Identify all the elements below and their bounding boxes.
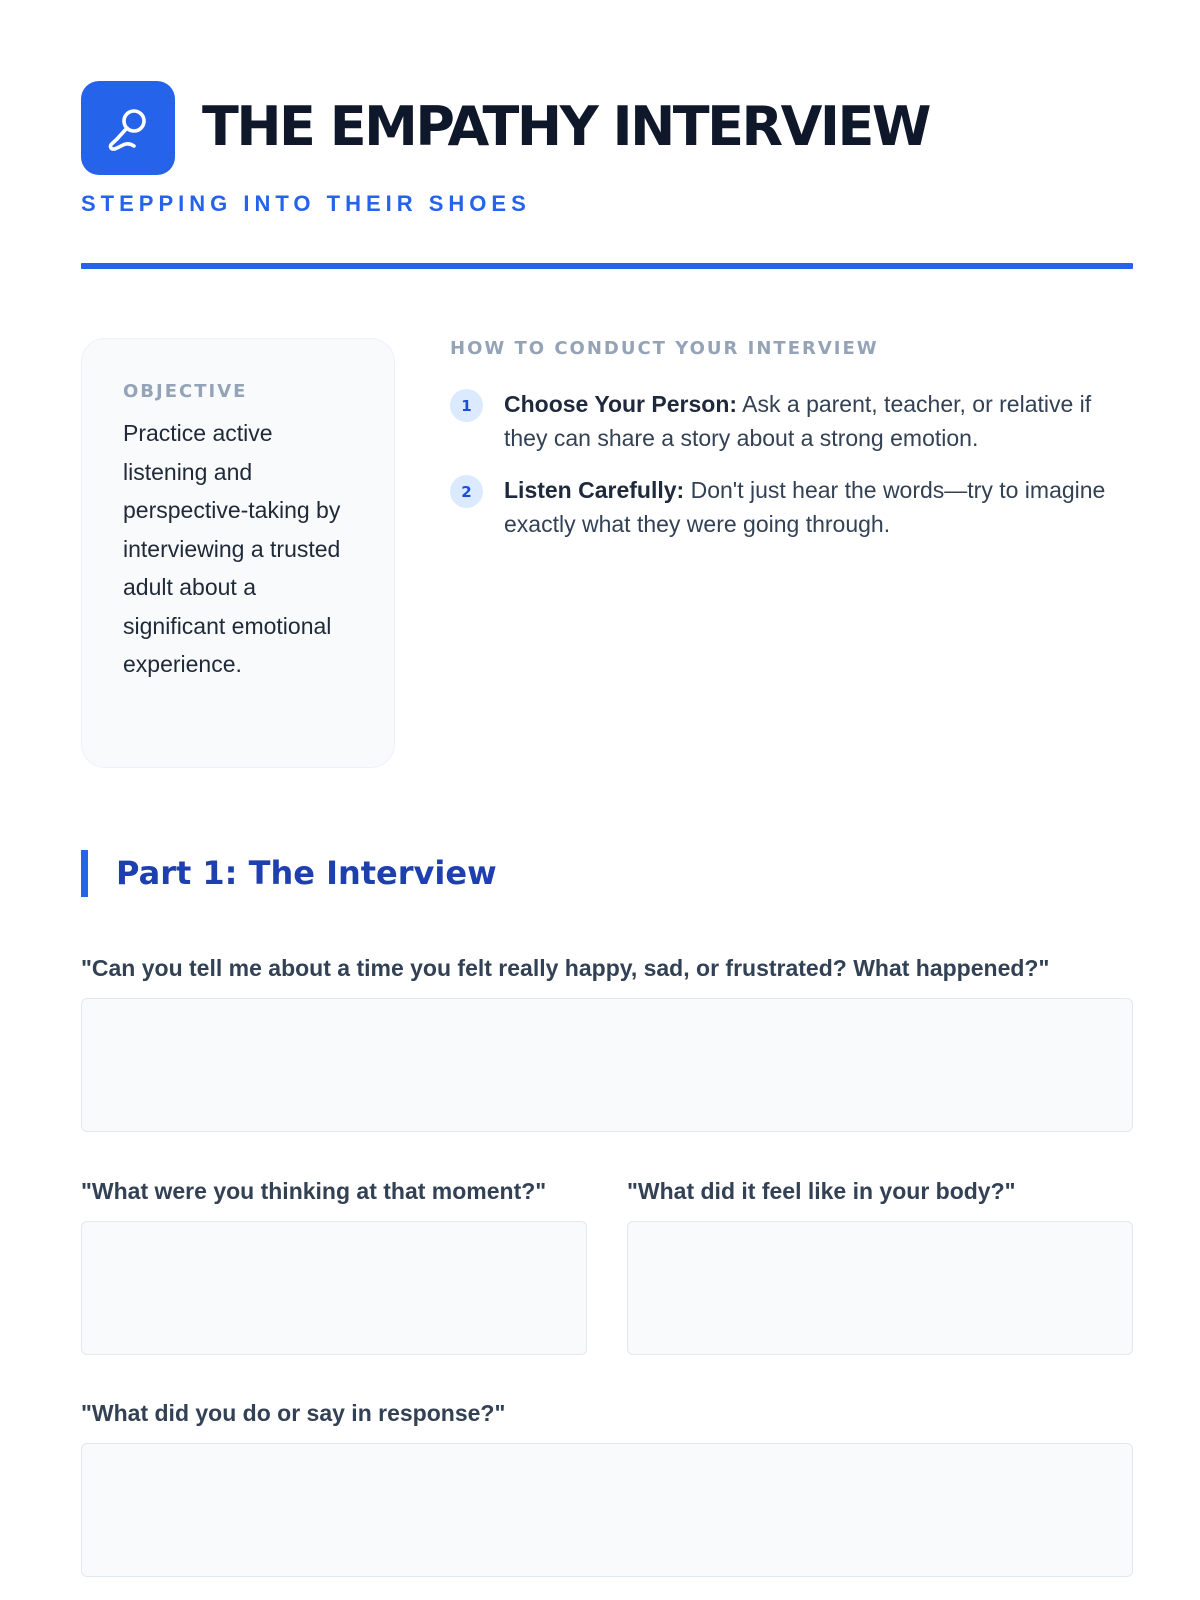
- instructions-list: [450, 387, 1133, 541]
- instructions-section: [450, 338, 1133, 559]
- header-divider: [81, 263, 1133, 269]
- answer-box-4[interactable]: [81, 1443, 1133, 1577]
- objective-label: OBJECTIVE: [123, 381, 248, 402]
- step-number-badge: 1: [450, 389, 483, 422]
- answer-box-2[interactable]: [81, 1221, 587, 1355]
- objective-text: Practice active listening and perspective-taking by interviewing a trusted adult about a significant emotional experience.: [123, 420, 341, 677]
- question-label-4: "What did you do or say in response?": [81, 1400, 506, 1426]
- worksheet-page: [81, 0, 1133, 1600]
- instruction-step: [450, 387, 1133, 455]
- answer-box-1[interactable]: [81, 998, 1133, 1132]
- instruction-step: [450, 473, 1133, 541]
- page-title: THE EMPATHY INTERVIEW: [202, 95, 929, 158]
- worksheet-header: [81, 81, 1133, 271]
- step-text: Don't just hear the words—try to imagine exactly what they were going through.: [504, 477, 1106, 537]
- answer-box-3[interactable]: [627, 1221, 1133, 1355]
- step-number-badge: 2: [450, 475, 483, 508]
- instructions-label: HOW TO CONDUCT YOUR INTERVIEW: [450, 338, 879, 359]
- step-title: Listen Carefully:: [504, 477, 685, 503]
- question-label-3: "What did it feel like in your body?": [627, 1178, 1016, 1204]
- part1-title: Part 1: The Interview: [116, 854, 497, 892]
- question-label-2: "What were you thinking at that moment?": [81, 1178, 547, 1204]
- step-text: Ask a parent, teacher, or relative if they can share a story about a strong emotion.: [504, 391, 1092, 451]
- microphone-icon: [81, 81, 175, 175]
- section-accent-bar: [81, 850, 88, 897]
- step-title: Choose Your Person:: [504, 391, 738, 417]
- page-subtitle: STEPPING INTO THEIR SHOES: [81, 191, 531, 216]
- objective-card: [81, 338, 395, 768]
- question-label-1: "Can you tell me about a time you felt really happy, sad, or frustrated? What happened?": [81, 955, 1050, 981]
- part1-heading: [81, 850, 1133, 897]
